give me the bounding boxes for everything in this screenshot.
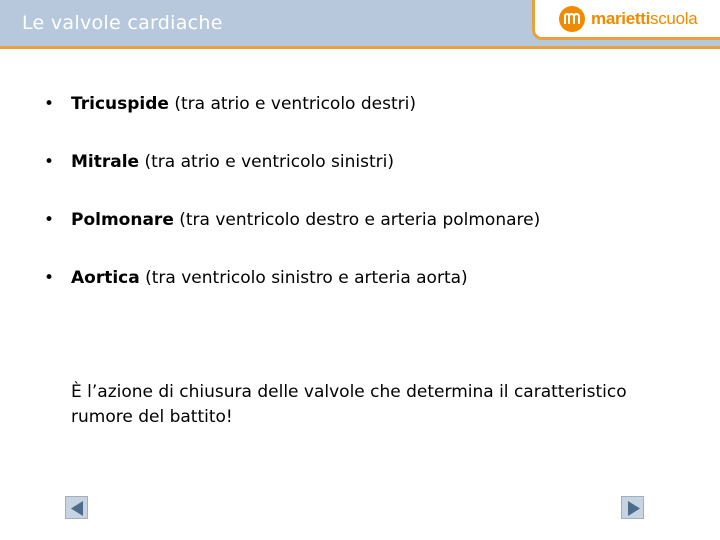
logo-brand-bold: marietti [591,9,651,28]
header-divider [0,46,720,49]
bullet-item [44,210,540,230]
logo-brand-light: scuola [650,9,698,28]
bullet-item [44,152,394,172]
bullet-dot: • [44,152,55,172]
bullet-term: Tricuspide [71,94,169,114]
triangle-right-icon [622,497,645,520]
bullet-item [44,94,416,114]
bullet-description: (tra ventricolo sinistro e arteria aorta) [139,268,468,288]
bullet-dot: • [44,94,55,114]
bullet-description: (tra atrio e ventricolo sinistri) [139,152,394,172]
bullet-dot: • [44,268,55,288]
logo-wordmark [591,9,697,29]
bullet-term: Mitrale [71,152,140,172]
bullet-dot: • [44,210,55,230]
previous-slide-button[interactable] [65,496,88,519]
bullet-term: Polmonare [71,210,174,230]
bullet-description: (tra atrio e ventricolo destri) [168,94,416,114]
bullet-item [44,268,468,288]
bullet-description: (tra ventricolo destro e arteria polmonare) [173,210,541,230]
triangle-left-icon [66,497,89,520]
marietti-logo-icon [559,6,585,32]
page-title: Le valvole cardiache [22,12,223,34]
next-slide-button[interactable] [621,496,644,519]
publisher-logo [532,0,720,40]
bullet-term: Aortica [71,268,140,288]
conclusion-note: È l’azione di chiusura delle valvole che determina il caratteristico rumore del battito! [71,382,627,427]
